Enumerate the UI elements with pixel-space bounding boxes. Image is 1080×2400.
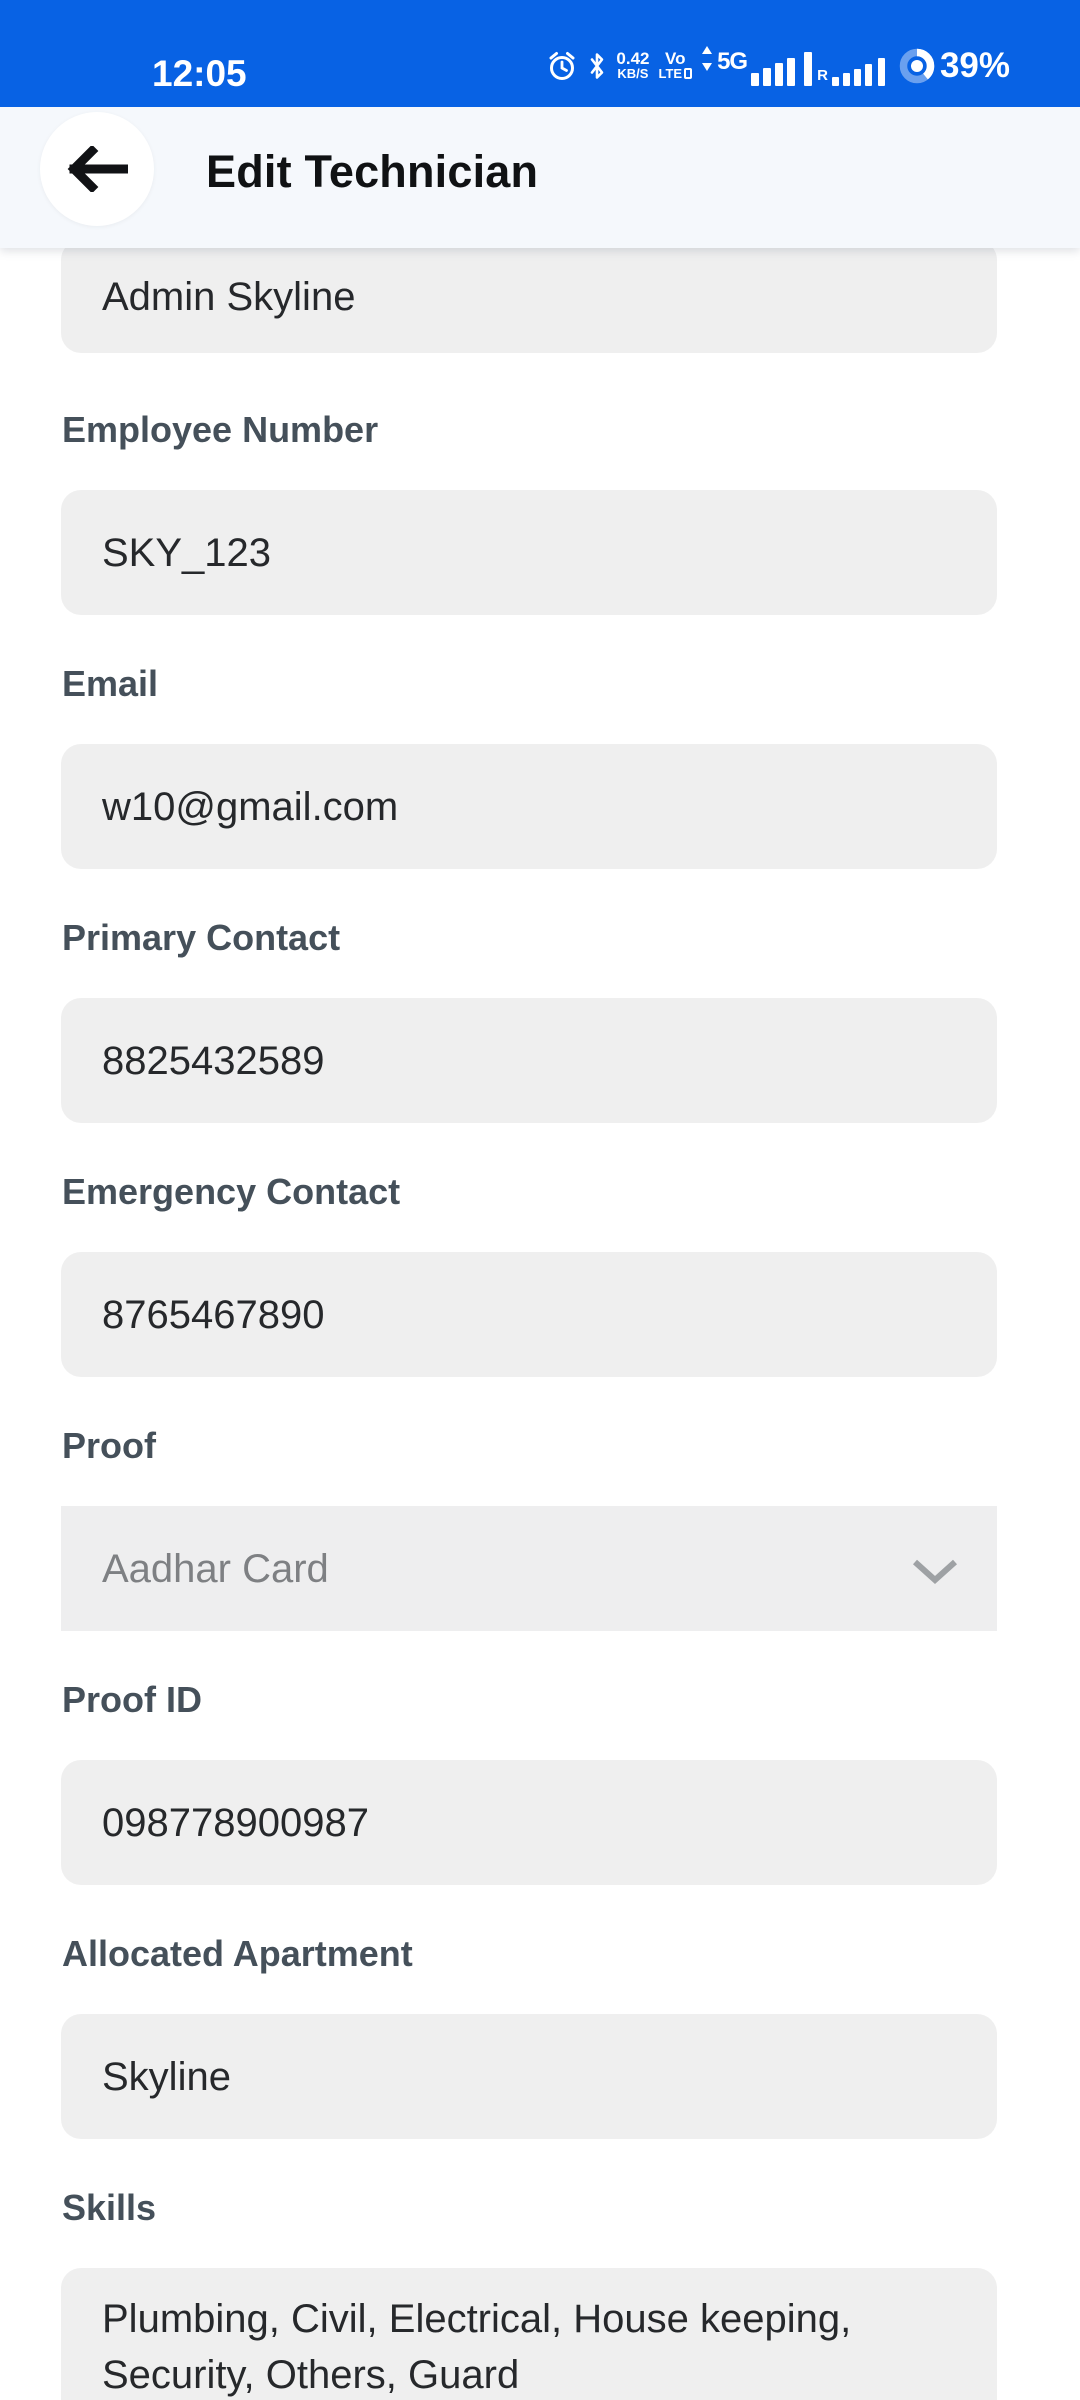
form-row-email [0,663,1080,869]
bluetooth-icon [587,50,607,82]
form-row-emergency-contact [0,1171,1080,1377]
form-row-primary-contact [0,917,1080,1123]
form-fields [0,353,1080,2400]
network-type-label: 5G [717,47,748,75]
name-field[interactable] [61,240,997,353]
field-value-proof: Aadhar Card [102,1546,329,1591]
field-value-employee-number: SKY_123 [102,530,272,575]
back-button[interactable] [40,112,154,226]
field-value-email: w10@gmail.com [102,784,399,829]
battery-percent-text: 39% [939,46,1010,85]
field-label-emergency-contact: Emergency Contact [62,1171,401,1212]
input-proof-id[interactable] [61,1760,997,1885]
volte-line2: LTE [658,66,683,81]
field-label-skills: Skills [62,2187,157,2228]
input-emergency-contact[interactable] [61,1252,997,1377]
field-value-emergency-contact: 8765467890 [102,1292,325,1337]
input-employee-number[interactable] [61,490,997,615]
field-label-proof: Proof [62,1425,156,1466]
field-label-primary-contact: Primary Contact [62,917,341,958]
field-value-primary-contact: 8825432589 [102,1038,325,1083]
signal-bars-icon [751,50,813,86]
volte-data-box [684,68,692,79]
input-primary-contact[interactable] [61,998,997,1123]
alarm-icon [546,50,578,82]
volte-icon [658,51,692,80]
battery-indicator [896,45,1010,87]
field-value-skills: Plumbing, Civil, Electrical, House keeping, Security, Others, Guard [102,2297,852,2397]
page-title: Edit Technician [206,146,539,197]
input-email[interactable] [61,744,997,869]
back-arrow-icon [66,146,128,192]
field-label-proof-id: Proof ID [62,1679,202,1720]
name-field-value: Admin Skyline [102,274,356,319]
field-value-allocated-apartment: Skyline [102,2054,231,2099]
field-label-email: Email [62,663,159,704]
chevron-down-icon [911,1558,959,1586]
data-arrows-icon [701,46,713,72]
field-label-employee-number: Employee Number [62,409,379,450]
roaming-indicator: R [817,66,828,84]
cellular-signal [701,46,887,86]
form-row-employee-number [0,409,1080,615]
dropdown-proof[interactable] [61,1506,997,1631]
app-bar [0,107,1080,248]
input-allocated-apartment[interactable] [61,2014,997,2139]
network-speed-value: 0.42 [616,49,650,68]
network-speed-indicator [616,51,649,80]
form-row-skills [0,2187,1080,2400]
form-row-proof [0,1425,1080,1631]
signal-bars2-icon [832,54,887,86]
form-row-allocated-apartment [0,1933,1080,2139]
clock-text: 12:05 [152,53,247,94]
battery-ring-icon [896,45,938,87]
input-skills[interactable] [61,2268,997,2400]
status-bar [0,0,1080,107]
field-value-proof-id: 098778900987 [102,1800,369,1845]
field-label-allocated-apartment: Allocated Apartment [62,1933,413,1974]
form-row-proof-id [0,1679,1080,1885]
status-icon-cluster [546,0,1010,107]
volte-line1: Vo [665,49,686,68]
network-speed-unit: KB/S [617,66,649,81]
